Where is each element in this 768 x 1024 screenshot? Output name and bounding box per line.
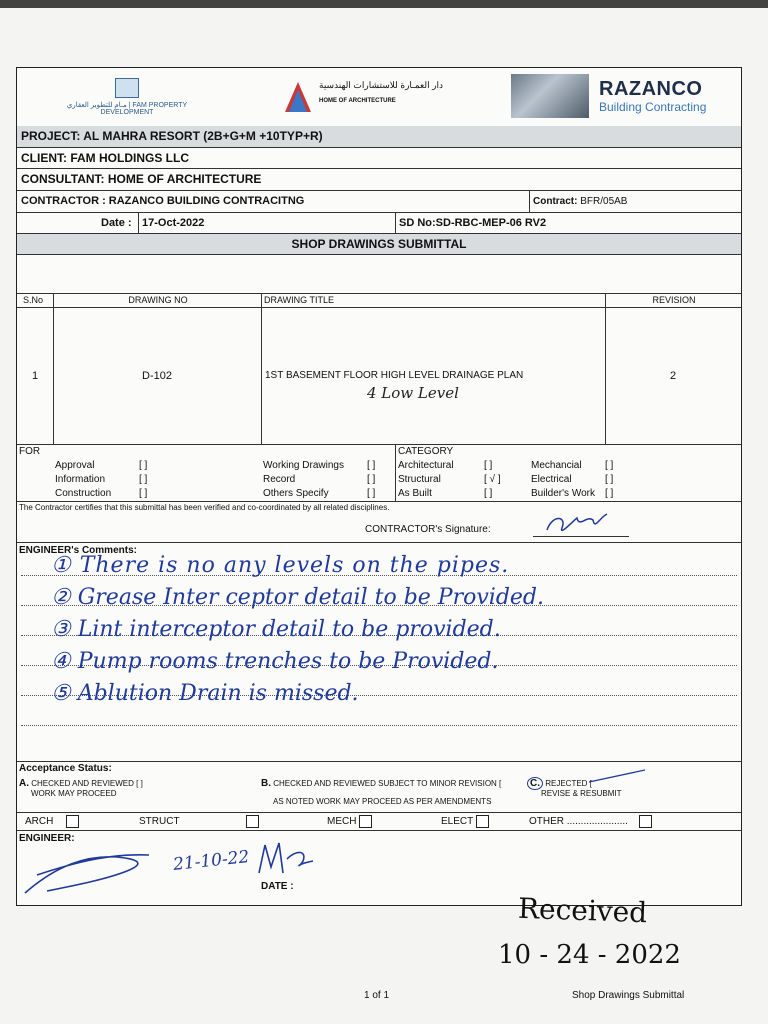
date-row (17, 213, 741, 234)
hoa-logo (285, 76, 445, 120)
disc-struct-label: STRUCT (139, 816, 180, 828)
opt-others: Others Specify (263, 488, 329, 499)
engineer-signature (17, 835, 177, 899)
struct-checkbox[interactable] (246, 815, 259, 828)
comments-section (17, 543, 741, 762)
disc-mech-label: MECH (327, 816, 357, 828)
acceptance-section (17, 762, 741, 813)
footer-doc-title: Shop Drawings Submittal (572, 990, 685, 1001)
option-c-text: REJECTED [ (545, 779, 592, 788)
opt-mechanical: Mechancial (531, 460, 582, 471)
contract-field (533, 196, 627, 207)
certify-section (17, 502, 741, 543)
checkbox[interactable]: [ ] (484, 460, 493, 471)
option-b[interactable] (261, 778, 501, 806)
comment-4: ④ Pump rooms trenches to be Provided. (51, 649, 499, 674)
project-text: PROJECT: AL MAHRA RESORT (2B+G+M +10TYP+R) (21, 129, 323, 143)
row-drawing-no: D-102 (142, 370, 172, 382)
header-drawing-no: DRAWING NO (128, 295, 188, 305)
for-col1 (55, 459, 111, 501)
engineer-label: ENGINEER: (19, 833, 75, 844)
checkbox[interactable]: [ ] (139, 474, 148, 485)
table-header (17, 294, 741, 308)
comment-2: ② Grease Inter ceptor detail to be Provided. (51, 585, 545, 610)
disc-other-label: OTHER ...................... (529, 816, 628, 828)
checkbox[interactable]: [ ] (139, 488, 148, 499)
opt-working-drawings: Working Drawings (263, 460, 344, 471)
divider (138, 213, 139, 233)
disc-elect[interactable] (441, 815, 489, 828)
contract-label: Contract: (533, 196, 578, 207)
divider (395, 445, 396, 501)
cat-col4-marks (605, 459, 613, 501)
for-category-section (17, 445, 741, 502)
engineer-initials (253, 839, 323, 879)
fam-logo-icon (115, 78, 139, 98)
disc-struct[interactable] (139, 815, 259, 828)
divider (395, 213, 396, 233)
opt-structural: Structural (398, 474, 441, 485)
rejected-tick-mark (587, 768, 647, 788)
hoa-logo-en: HOME OF ARCHITECTURE (319, 98, 396, 104)
checkbox[interactable]: [ ] (484, 488, 493, 499)
row-revision: 2 (669, 370, 677, 382)
opt-record: Record (263, 474, 296, 485)
option-a-sub: WORK MAY PROCEED (31, 789, 117, 798)
engineer-date-label: DATE : (261, 881, 294, 892)
comment-3: ③ Lint interceptor detail to be provided. (51, 617, 501, 642)
engineer-section (17, 831, 741, 905)
header-sno: S.No (23, 295, 44, 305)
consultant-row (17, 169, 741, 191)
disc-arch[interactable] (25, 815, 79, 828)
scan-edge (0, 0, 768, 8)
contractor-row (17, 191, 741, 213)
sd-number: SD No:SD-RBC-MEP-06 RV2 (399, 217, 547, 229)
cat-col3-marks (484, 459, 501, 501)
category-label: CATEGORY (398, 446, 454, 457)
option-c-sub: REVISE & RESUBMIT (541, 789, 622, 798)
razanco-sub: Building Contracting (599, 100, 707, 114)
checkbox[interactable]: [ √ ] (484, 474, 501, 485)
checkbox[interactable]: [ ] (367, 460, 376, 471)
comment-1: ① There is no any levels on the pipes. (51, 553, 510, 578)
header-revision: REVISION (652, 295, 696, 305)
disc-arch-label: ARCH (25, 816, 54, 828)
opt-information: Information (55, 474, 106, 485)
contractor-text: CONTRACTOR : RAZANCO BUILDING CONTRACITNG (21, 195, 305, 207)
razanco-cube-icon (511, 74, 589, 118)
client-row (17, 148, 741, 169)
cat-col4 (531, 459, 595, 501)
checkbox[interactable]: [ ] (605, 474, 614, 485)
for-col1-marks (139, 459, 147, 501)
contract-value: BFR/05AB (580, 196, 628, 207)
opt-construction: Construction (55, 488, 112, 499)
opt-approval: Approval (55, 460, 95, 471)
opt-builders-work: Builder's Work (531, 488, 595, 499)
row-sno: 1 (31, 370, 39, 382)
option-a-letter: A. (19, 778, 29, 789)
option-b-text: CHECKED AND REVIEWED SUBJECT TO MINOR REVISION [ (273, 779, 502, 788)
checkbox[interactable]: [ ] (139, 460, 148, 471)
hoa-triangle-icon (285, 82, 311, 112)
divider (529, 191, 530, 212)
razanco-logo (511, 72, 737, 122)
disc-other[interactable] (529, 815, 652, 828)
arch-checkbox[interactable] (66, 815, 79, 828)
option-b-sub: AS NOTED WORK MAY PROCEED AS PER AMENDMENTS (273, 797, 492, 806)
engineer-handwritten-date: 21-10-22 (172, 847, 251, 875)
fam-logo-text: مـام للتطوير العقاري | FAM PROPERTY DEVELOPMENT (66, 102, 188, 116)
for-col2 (263, 459, 344, 501)
contractor-signature-label: CONTRACTOR's Signature: (365, 524, 491, 535)
logo-row (17, 68, 741, 127)
received-note: Received (517, 891, 648, 930)
hoa-logo-ar: دار العمـارة للاستشارات الهندسية (319, 80, 443, 90)
razanco-title: RAZANCO (599, 78, 703, 100)
acceptance-label: Acceptance Status: (19, 763, 112, 774)
project-row (17, 126, 741, 148)
certify-text: The Contractor certifies that this submittal has been verified and co-coordinated by all related disciplines. (19, 503, 390, 512)
row-title: 1ST BASEMENT FLOOR HIGH LEVEL DRAINAGE PLAN (265, 370, 524, 381)
checkbox[interactable]: [ ] (367, 488, 376, 499)
for-col2-marks (367, 459, 375, 501)
consultant-text: CONSULTANT: HOME OF ARCHITECTURE (21, 172, 262, 186)
blank-row (17, 255, 741, 294)
option-a-text: CHECKED AND REVIEWED [ ] (31, 779, 143, 788)
submittal-form (16, 67, 742, 906)
disc-elect-label: ELECT (441, 816, 474, 828)
disc-mech[interactable] (327, 815, 372, 828)
header-drawing-title: DRAWING TITLE (264, 295, 335, 305)
date-label: Date : (101, 217, 132, 229)
comment-5: ⑤ Ablution Drain is missed. (51, 681, 359, 706)
opt-as-built: As Built (398, 488, 432, 499)
checkbox[interactable]: [ ] (605, 488, 614, 499)
page-title: SHOP DRAWINGS SUBMITTAL (291, 237, 467, 251)
page-number: 1 of 1 (364, 990, 390, 1001)
opt-electrical: Electrical (531, 474, 572, 485)
checkbox[interactable]: [ ] (605, 460, 614, 471)
date-value: 17-Oct-2022 (142, 217, 205, 229)
row-handwritten-note: 4 Low Level (367, 384, 459, 402)
option-a[interactable] (19, 778, 143, 798)
mech-checkbox[interactable] (359, 815, 372, 828)
comment-line (21, 725, 737, 726)
other-checkbox[interactable] (639, 815, 652, 828)
comments-label: ENGINEER's Comments: (19, 545, 137, 556)
title-row (17, 234, 741, 255)
opt-architectural: Architectural (398, 460, 454, 471)
fam-logo (57, 74, 197, 120)
elect-checkbox[interactable] (476, 815, 489, 828)
cat-col3 (398, 459, 454, 501)
disciplines-row (17, 813, 741, 831)
table-row (17, 308, 741, 445)
received-date: 10 - 24 - 2022 (498, 940, 681, 970)
signature-line (533, 536, 629, 537)
client-text: CLIENT: FAM HOLDINGS LLC (21, 151, 189, 165)
option-c-letter: C. (527, 777, 543, 790)
for-label: FOR (19, 446, 41, 457)
checkbox[interactable]: [ ] (367, 474, 376, 485)
option-b-letter: B. (261, 778, 271, 789)
